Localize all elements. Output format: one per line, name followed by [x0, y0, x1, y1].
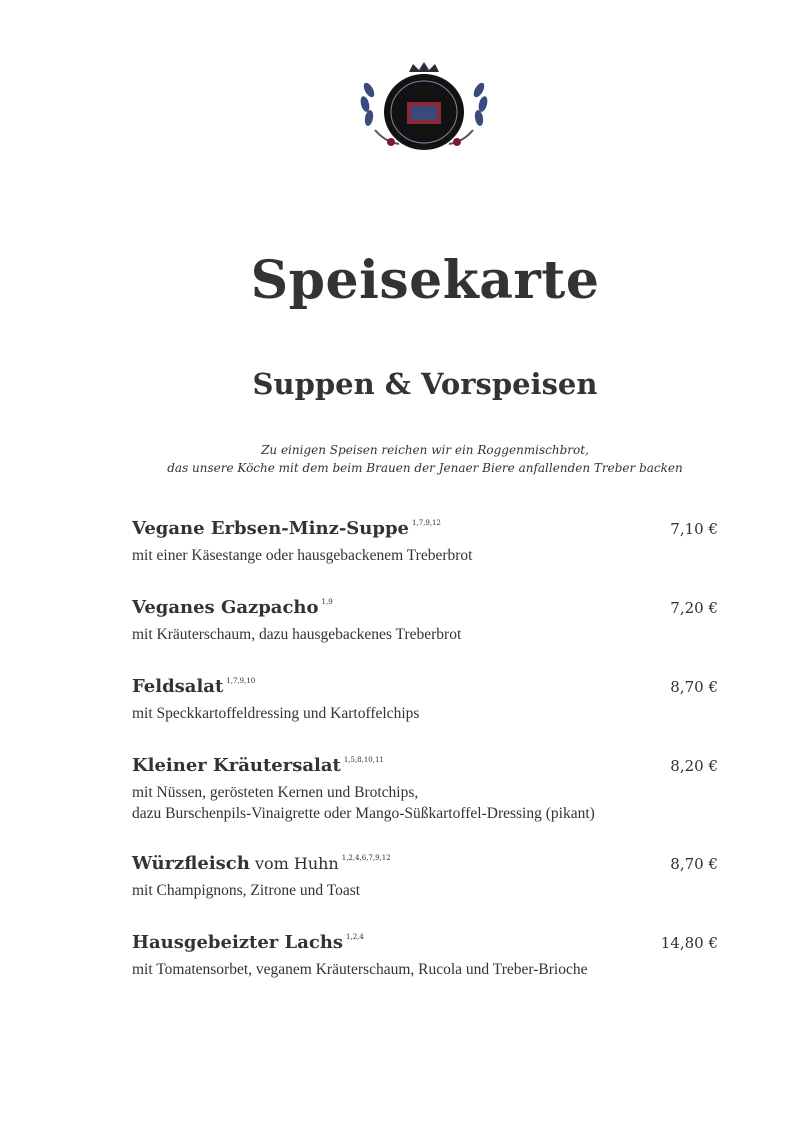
menu-item: [132, 755, 718, 824]
item-description: mit Speckkartoffeldressing und Kartoffelchips: [132, 705, 420, 722]
menu-item: [132, 676, 718, 724]
item-suffix: vom Huhn: [254, 854, 339, 873]
item-allergens: 1,7,9,10: [226, 677, 256, 685]
menu-item: [132, 932, 718, 980]
note-line: Zu einigen Speisen reichen wir ein Roggenmischbrot,: [261, 443, 589, 457]
item-name: Würzfleisch: [132, 853, 250, 874]
item-price: 8,70 €: [670, 678, 718, 696]
item-allergens: 1,2,4: [346, 933, 364, 941]
item-name: Hausgebeizter Lachs: [132, 932, 344, 953]
item-description: dazu Burschenpils-Vinaigrette oder Mango-Süßkartoffel-Dressing (pikant): [132, 805, 595, 822]
item-description: mit einer Käsestange oder hausgebackenem Treberbrot: [132, 547, 473, 564]
brewery-logo: [355, 60, 493, 156]
item-description: mit Nüssen, gerösteten Kernen und Brotchips,: [132, 784, 419, 801]
item-price: 14,80 €: [660, 934, 718, 952]
item-name: Feldsalat: [132, 676, 224, 697]
item-name: Veganes Gazpacho: [132, 597, 319, 618]
item-name: Vegane Erbsen-Minz-Suppe: [132, 518, 410, 539]
item-price: 7,10 €: [670, 520, 718, 538]
item-allergens: 1,7,9,12: [412, 519, 441, 527]
item-price: 8,70 €: [670, 855, 718, 873]
item-allergens: 1,5,8,10,11: [343, 756, 384, 764]
menu-item: [132, 597, 718, 645]
item-allergens: 1,2,4,6,7,9,12: [341, 854, 391, 862]
item-description: mit Tomatensorbet, veganem Kräuterschaum, Rucola und Treber-Brioche: [132, 961, 588, 978]
crest-emblem: [355, 60, 493, 156]
item-price: 7,20 €: [670, 599, 718, 617]
page-title: Speisekarte: [250, 250, 600, 311]
item-description: mit Kräuterschaum, dazu hausgebackenes Treberbrot: [132, 626, 462, 643]
item-name: Kleiner Kräutersalat: [132, 755, 341, 776]
menu-item: [132, 518, 718, 566]
bread-note: [0, 441, 793, 477]
menu-item: [132, 853, 718, 901]
item-price: 8,20 €: [670, 757, 718, 775]
note-line: das unsere Köche mit dem beim Brauen der Jenaer Biere anfallenden Treber backen: [167, 461, 683, 475]
section-title: Suppen & Vorspeisen: [252, 367, 598, 401]
item-description: mit Champignons, Zitrone und Toast: [132, 882, 361, 899]
item-allergens: 1,9: [321, 598, 333, 606]
